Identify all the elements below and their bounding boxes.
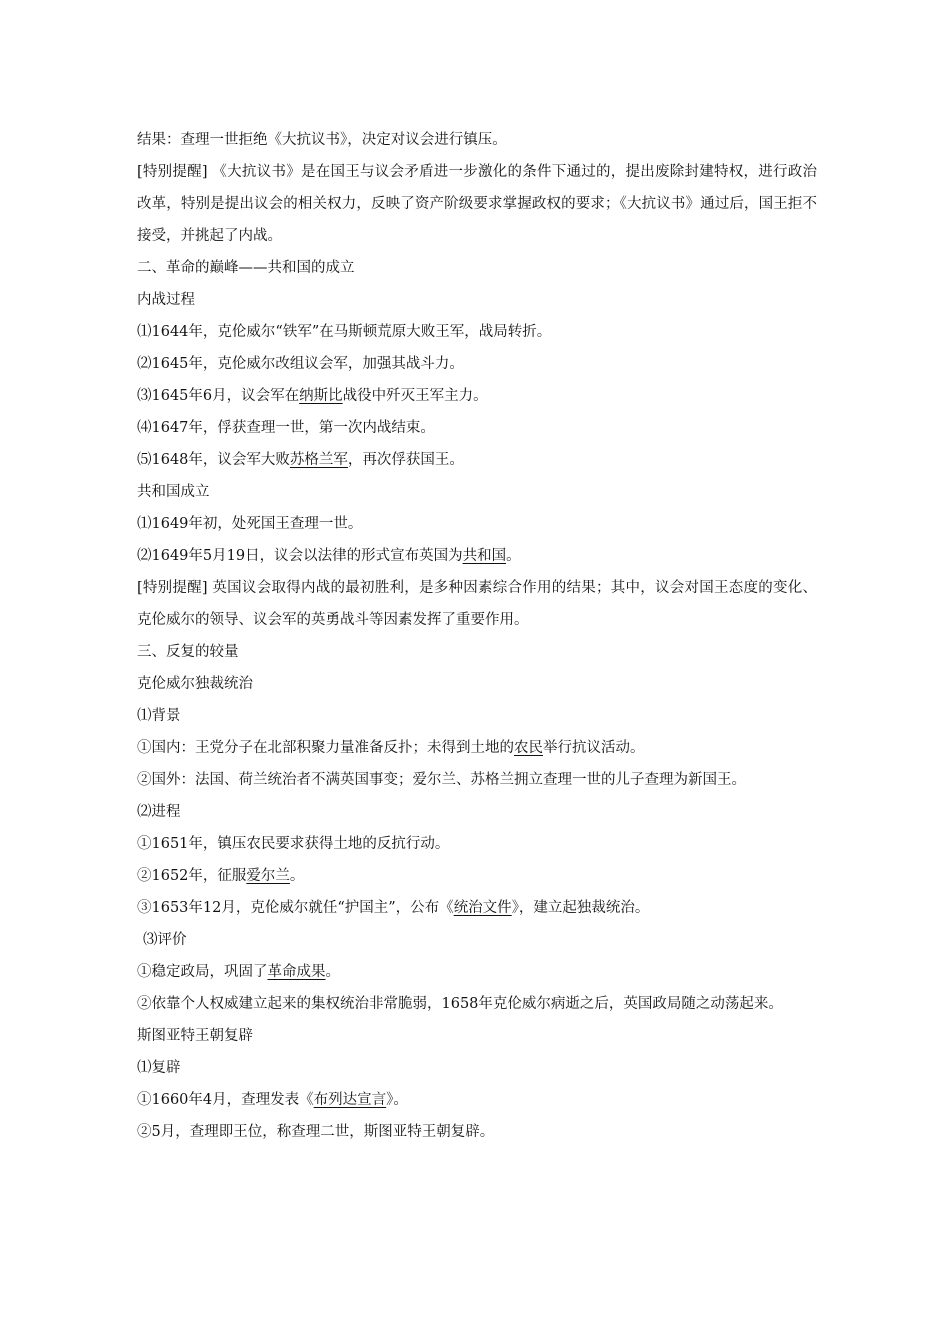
list-item: ②依靠个人权威建立起来的集权统治非常脆弱，1658年克伦威尔病逝之后，英国政局随之动荡起来。 [137, 996, 783, 1012]
text-segment: 》，建立起独裁统治。 [511, 900, 650, 916]
list-item: ①1651年，镇压农民要求获得土地的反抗行动。 [137, 836, 450, 852]
underlined-term: 布列达宣言 [313, 1092, 387, 1108]
subheading-republic: 共和国成立 [137, 484, 210, 500]
text-segment: 举行抗议活动。 [543, 740, 645, 756]
sub-item-label: ⑵进程 [137, 804, 181, 820]
list-item [137, 860, 817, 892]
text-segment: ①国内：王党分子在北部积聚力量准备反扑；未得到土地的 [137, 740, 514, 756]
list-item [137, 540, 817, 572]
text-segment: 。 [506, 548, 521, 564]
sub-item-label: ⑴背景 [137, 708, 181, 724]
list-item: ②5月，查理即王位，称查理二世，斯图亚特王朝复辟。 [137, 1124, 495, 1140]
subheading-civil-war: 内战过程 [137, 292, 195, 308]
text-segment: ③1653年12月，克伦威尔就任“护国主”，公布《 [137, 900, 454, 916]
list-item [137, 892, 817, 924]
list-item: ⑵1645年，克伦威尔改组议会军，加强其战斗力。 [137, 356, 464, 372]
section-heading-2: 二、革命的巅峰——共和国的成立 [137, 260, 355, 276]
sub-item-label: ⑶评价 [143, 932, 187, 948]
underlined-term: 爱尔兰 [246, 868, 290, 884]
text-segment: ⑶1645年6月，议会军在 [137, 388, 300, 404]
underlined-term: 纳斯比 [299, 388, 343, 404]
text-segment: ⑸1648年，议会军大败 [137, 452, 290, 468]
text-segment: ①1660年4月，查理发表《 [137, 1092, 314, 1108]
text-segment: 。 [325, 964, 340, 980]
list-item [137, 732, 817, 764]
underlined-term: 统治文件 [453, 900, 512, 916]
list-item [137, 956, 817, 988]
underlined-term: 农民 [514, 740, 543, 756]
section-heading-3: 三、反复的较量 [137, 644, 239, 660]
underlined-term: 共和国 [462, 548, 507, 564]
subheading-cromwell: 克伦威尔独裁统治 [137, 676, 253, 692]
text-segment: ，再次俘获国王。 [347, 452, 464, 468]
underlined-term: 苏格兰军 [289, 452, 348, 468]
result-line: 结果：查理一世拒绝《大抗议书》，决定对议会进行镇压。 [137, 132, 507, 148]
special-note-2: [特别提醒] 英国议会取得内战的最初胜利，是多种因素综合作用的结果；其中，议会对国王态度的变化、克伦威尔的领导、议会军的英勇战斗等因素发挥了重要作用。 [137, 580, 817, 628]
sub-item-label: ⑴复辟 [137, 1060, 181, 1076]
list-item: ⑷1647年，俘获查理一世，第一次内战结束。 [137, 420, 435, 436]
list-item: ⑴1649年初，处死国王查理一世。 [137, 516, 363, 532]
text-segment: ⑵1649年5月19日，议会以法律的形式宣布英国为 [137, 548, 463, 564]
subheading-restoration: 斯图亚特王朝复辟 [137, 1028, 253, 1044]
text-segment: ②1652年，征服 [137, 868, 247, 884]
list-item [137, 380, 817, 412]
underlined-term: 革命成果 [267, 964, 326, 980]
document-body [137, 124, 817, 1148]
text-segment: ①稳定政局，巩固了 [137, 964, 268, 980]
special-note-1: [特别提醒] 《大抗议书》是在国王与议会矛盾进一步激化的条件下通过的，提出废除封建特权，进行政治改革，特别是提出议会的相关权力，反映了资产阶级要求掌握政权的要求；《大抗议书》通过后，国王拒不接受，并挑起了内战。 [137, 164, 817, 244]
list-item [137, 444, 817, 476]
list-item: ⑴1644年，克伦威尔“铁军”在马斯顿荒原大败王军，战局转折。 [137, 324, 552, 340]
text-segment: 。 [289, 868, 305, 884]
text-segment: 战役中歼灭王军主力。 [342, 388, 488, 404]
list-item: ②国外：法国、荷兰统治者不满英国事变；爱尔兰、苏格兰拥立查理一世的儿子查理为新国王。 [137, 772, 746, 788]
text-segment: 》。 [386, 1092, 408, 1108]
list-item [137, 1084, 817, 1116]
